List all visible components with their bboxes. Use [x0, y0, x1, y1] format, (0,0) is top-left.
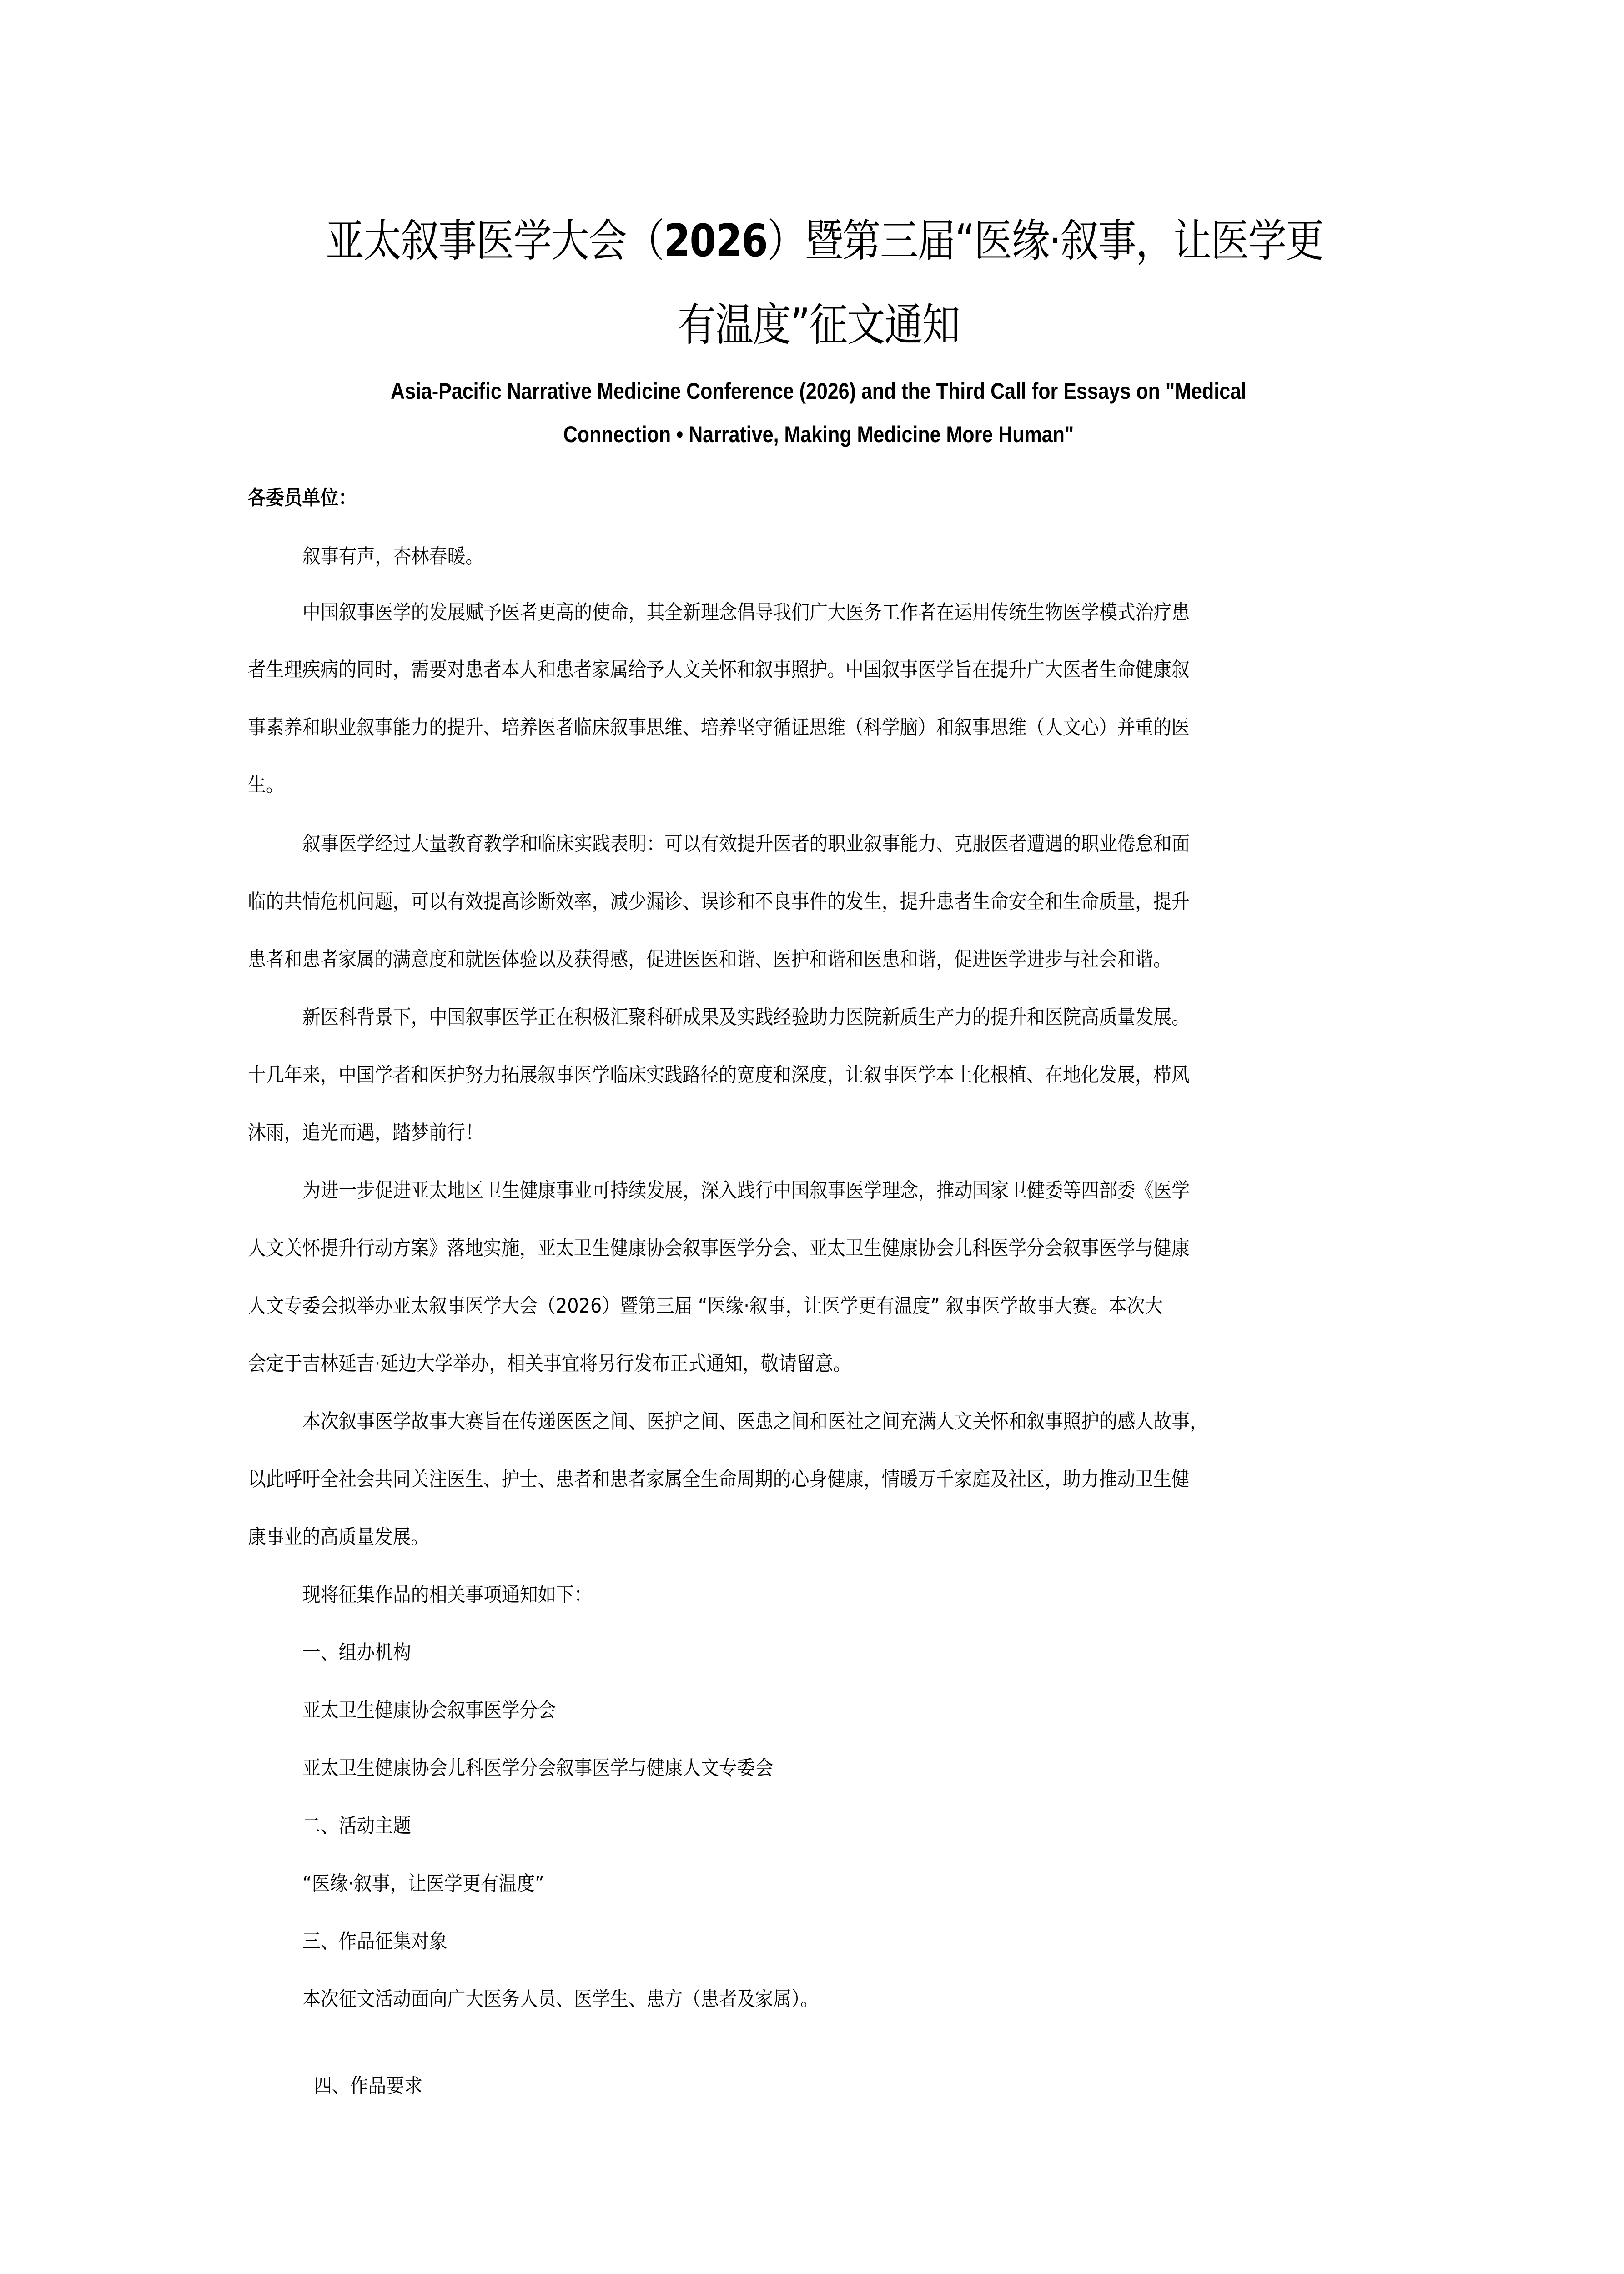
organizer-item: 亚太卫生健康协会儿科医学分会叙事医学与健康人文专委会	[302, 1756, 774, 1780]
paragraph-line: 本次叙事医学故事大赛旨在传递医医之间、医护之间、医患之间和医社之间充满人文关怀和叙事照护的感人故事，	[302, 1410, 1208, 1433]
document-title-line-2: 有温度”征文通知	[678, 299, 960, 351]
english-title-line-1: Asia-Pacific Narrative Medicine Conference (2026) and the Third Call for Essays on "Medical	[391, 378, 1247, 404]
title-part-pre: 亚太叙事医学大会（	[326, 215, 664, 267]
paragraph-line: 事素养和职业叙事能力的提升、培养医者临床叙事思维、培养坚守循证思维（科学脑）和叙事思维（人文心）并重的医	[248, 716, 1190, 739]
paragraph-line: 中国叙事医学的发展赋予医者更高的使命，其全新理念倡导我们广大医务工作者在运用传统生物医学模式治疗患	[302, 601, 1190, 624]
audience-item: 本次征文活动面向广大医务人员、医学生、患方（患者及家属）。	[302, 1987, 819, 2011]
paragraph-line: 人文专委会拟举办亚太叙事医学大会（2026）暨第三届 “医缘·叙事，让医学更有温度” 叙事医学故事大赛。本次大	[248, 1294, 1163, 1318]
title-part-post: ）暨第三届“医缘·叙事，让医学更	[767, 215, 1324, 267]
section-heading-audience: 三、作品征集对象	[302, 1930, 447, 1953]
paragraph-line: 临的共情危机问题，可以有效提高诊断效率，减少漏诊、误诊和不良事件的发生，提升患者生命安全和生命质量，提升	[248, 890, 1190, 913]
paragraph-line: 人文关怀提升行动方案》落地实施，亚太卫生健康协会叙事医学分会、亚太卫生健康协会儿科医学分会叙事医学与健康	[248, 1237, 1190, 1260]
title-year: 2026	[664, 215, 768, 267]
salutation: 各委员单位：	[248, 486, 357, 509]
organizer-item: 亚太卫生健康协会叙事医学分会	[302, 1699, 556, 1722]
paragraph-line: 以此呼吁全社会共同关注医生、护士、患者和患者家属全生命周期的心身健康，情暖万千家庭及社区，助力推动卫生健	[248, 1468, 1190, 1491]
paragraph-line: 叙事医学经过大量教育教学和临床实践表明：可以有效提升医者的职业叙事能力、克服医者遭遇的职业倦怠和面	[302, 832, 1190, 855]
section-heading-requirements: 四、作品要求	[314, 2074, 422, 2098]
section-heading-organizers: 一、组办机构	[302, 1641, 411, 1664]
paragraph-line: 十几年来，中国学者和医护努力拓展叙事医学临床实践路径的宽度和深度，让叙事医学本土化根植、在地化发展，栉风	[248, 1063, 1190, 1087]
paragraph-line: 患者和患者家属的满意度和就医体验以及获得感，促进医医和谐、医护和谐和医患和谐，促进医学进步与社会和谐。	[248, 948, 1171, 971]
english-title-line-2: Connection • Narrative, Making Medicine More Human"	[563, 422, 1074, 447]
paragraph-line: 为进一步促进亚太地区卫生健康事业可持续发展，深入践行中国叙事医学理念，推动国家卫健委等四部委《医学	[302, 1179, 1190, 1202]
paragraph-line: 康事业的高质量发展。	[248, 1525, 429, 1549]
section-heading-theme: 二、活动主题	[302, 1814, 411, 1837]
document-title-line-1	[326, 214, 1324, 268]
paragraph-line: 新医科背景下，中国叙事医学正在积极汇聚科研成果及实践经验助力医院新质生产力的提升和医院高质量发展。	[302, 1006, 1190, 1029]
paragraph-line: 沐雨，追光而遇，踏梦前行！	[248, 1121, 483, 1144]
paragraph-line: 生。	[248, 773, 284, 796]
paragraph-line: 现将征集作品的相关事项通知如下：	[302, 1583, 593, 1606]
paragraph-line: 者生理疾病的同时，需要对患者本人和患者家属给予人文关怀和叙事照护。中国叙事医学旨在提升广大医者生命健康叙	[248, 658, 1190, 681]
paragraph-line: 叙事有声，杏林春暖。	[302, 545, 484, 568]
theme-item: “医缘·叙事，让医学更有温度”	[302, 1872, 544, 1895]
paragraph-line: 会定于吉林延吉·延边大学举办，相关事宜将另行发布正式通知，敬请留意。	[248, 1352, 851, 1375]
